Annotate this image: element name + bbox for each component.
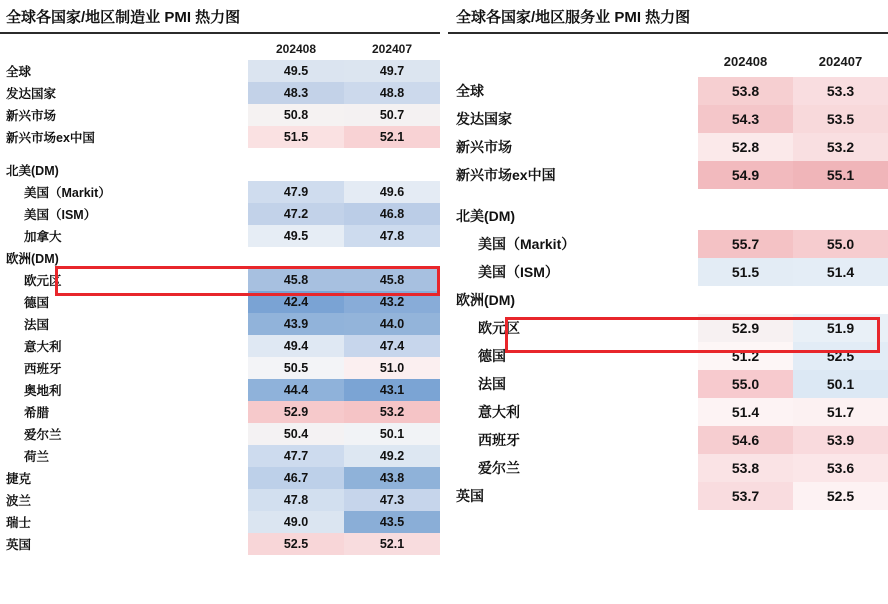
value-cell-202407: 53.6 <box>793 454 888 482</box>
value-cell-202408: 46.7 <box>248 467 344 489</box>
table-row <box>0 225 440 247</box>
value-cell-202407: 53.5 <box>793 105 888 133</box>
table-row <box>448 77 888 105</box>
row-label: 波兰 <box>6 494 32 508</box>
value-cell-202408: 51.5 <box>248 126 344 148</box>
value-cell-202408: 47.7 <box>248 445 344 467</box>
row-label: 欧洲(DM) <box>456 292 516 308</box>
table-row <box>0 401 440 423</box>
table-spacer-row <box>448 189 888 202</box>
value-cell-202407: 48.8 <box>344 82 440 104</box>
row-label: 全球 <box>6 65 32 79</box>
row-label: 北美(DM) <box>456 208 516 224</box>
table-row <box>448 398 888 426</box>
value-cell-202408: 47.8 <box>248 489 344 511</box>
value-cell-202407: 43.2 <box>344 291 440 313</box>
table-row <box>448 314 888 342</box>
value-cell-202407: 52.5 <box>793 342 888 370</box>
row-label: 美国（Markit） <box>24 186 111 200</box>
table-row <box>448 482 888 510</box>
value-cell-202408: 50.8 <box>248 104 344 126</box>
table-row <box>448 370 888 398</box>
value-cell-202407: 50.1 <box>344 423 440 445</box>
row-label: 加拿大 <box>24 230 62 244</box>
value-cell-202407: 50.1 <box>793 370 888 398</box>
table-row <box>448 454 888 482</box>
value-cell-202407: 53.3 <box>793 77 888 105</box>
table-row <box>0 269 440 291</box>
value-cell-202408: 45.8 <box>248 269 344 291</box>
value-cell-202407: 43.8 <box>344 467 440 489</box>
row-label: 意大利 <box>478 404 520 420</box>
page-title-manufacturing: 全球各国家/地区制造业 PMI 热力图 <box>0 0 440 34</box>
value-cell-202407: 50.7 <box>344 104 440 126</box>
value-cell-202408: 51.4 <box>698 398 793 426</box>
value-cell-202408: 49.5 <box>248 60 344 82</box>
value-cell-202407: 47.3 <box>344 489 440 511</box>
column-header-label <box>0 38 248 60</box>
value-cell-202408: 54.9 <box>698 161 793 189</box>
row-label: 新兴市场 <box>6 109 57 123</box>
table-row <box>0 104 440 126</box>
row-label: 西班牙 <box>478 432 520 448</box>
value-cell-202408: 52.9 <box>248 401 344 423</box>
value-cell-202407: 46.8 <box>344 203 440 225</box>
value-cell-202408: 52.9 <box>698 314 793 342</box>
value-cell-202407 <box>793 286 888 314</box>
value-cell-202407 <box>793 202 888 230</box>
value-cell-202408: 49.4 <box>248 335 344 357</box>
row-label: 德国 <box>478 348 506 364</box>
value-cell-202408: 47.9 <box>248 181 344 203</box>
table-row <box>0 467 440 489</box>
value-cell-202408: 53.7 <box>698 482 793 510</box>
value-cell-202408: 50.4 <box>248 423 344 445</box>
value-cell-202407: 52.1 <box>344 126 440 148</box>
row-label: 美国（ISM） <box>24 208 97 222</box>
value-cell-202407: 55.0 <box>793 230 888 258</box>
row-label: 新兴市场ex中国 <box>456 167 556 183</box>
row-label: 荷兰 <box>24 450 50 464</box>
column-header-202408: 202408 <box>275 42 317 56</box>
row-label: 捷克 <box>6 472 32 486</box>
value-cell-202407 <box>344 247 440 269</box>
table-row <box>448 230 888 258</box>
table-row <box>0 181 440 203</box>
page-title-services: 全球各国家/地区服务业 PMI 热力图 <box>448 0 888 34</box>
value-cell-202407: 49.6 <box>344 181 440 203</box>
value-cell-202407: 53.9 <box>793 426 888 454</box>
row-label: 法国 <box>24 318 50 332</box>
table-row <box>0 159 440 181</box>
row-label: 希腊 <box>24 406 50 420</box>
table-row <box>0 82 440 104</box>
value-cell-202407: 51.7 <box>793 398 888 426</box>
manufacturing-pmi-table <box>0 38 440 555</box>
value-cell-202408: 55.0 <box>698 370 793 398</box>
value-cell-202408 <box>248 247 344 269</box>
value-cell-202407: 51.9 <box>793 314 888 342</box>
value-cell-202408: 48.3 <box>248 82 344 104</box>
value-cell-202408: 43.9 <box>248 313 344 335</box>
value-cell-202407: 43.5 <box>344 511 440 533</box>
table-row <box>0 203 440 225</box>
value-cell-202408: 52.8 <box>698 133 793 161</box>
column-header-202407: 202407 <box>371 42 413 56</box>
value-cell-202408: 51.5 <box>698 258 793 286</box>
value-cell-202408: 47.2 <box>248 203 344 225</box>
value-cell-202408: 54.6 <box>698 426 793 454</box>
row-label: 全球 <box>456 83 484 99</box>
row-label: 英国 <box>456 488 484 504</box>
value-cell-202408 <box>698 286 793 314</box>
table-row <box>448 426 888 454</box>
table-row <box>0 335 440 357</box>
table-row <box>0 357 440 379</box>
value-cell-202407: 55.1 <box>793 161 888 189</box>
row-label: 德国 <box>24 296 50 310</box>
value-cell-202407: 49.7 <box>344 60 440 82</box>
value-cell-202407: 52.1 <box>344 533 440 555</box>
value-cell-202407: 53.2 <box>793 133 888 161</box>
row-label: 美国（ISM） <box>478 264 559 280</box>
value-cell-202408: 54.3 <box>698 105 793 133</box>
table-row <box>0 247 440 269</box>
manufacturing-pmi-panel <box>0 0 440 555</box>
table-row <box>448 133 888 161</box>
value-cell-202407: 44.0 <box>344 313 440 335</box>
table-row <box>448 342 888 370</box>
value-cell-202407: 47.4 <box>344 335 440 357</box>
row-label: 新兴市场 <box>456 139 512 155</box>
table-row <box>448 286 888 314</box>
table-row <box>0 489 440 511</box>
value-cell-202408: 49.0 <box>248 511 344 533</box>
value-cell-202408: 42.4 <box>248 291 344 313</box>
table-header-row <box>0 38 440 60</box>
row-label: 欧元区 <box>478 320 520 336</box>
row-label: 美国（Markit） <box>478 236 576 252</box>
spacer-cell <box>448 189 888 202</box>
value-cell-202408: 49.5 <box>248 225 344 247</box>
value-cell-202408: 55.7 <box>698 230 793 258</box>
column-header-label <box>448 44 698 77</box>
value-cell-202407: 47.8 <box>344 225 440 247</box>
column-header-202408: 202408 <box>723 54 768 69</box>
table-row <box>448 202 888 230</box>
table-row <box>0 291 440 313</box>
spacer-cell <box>0 148 440 159</box>
table-row <box>0 423 440 445</box>
value-cell-202408: 53.8 <box>698 454 793 482</box>
value-cell-202407: 51.0 <box>344 357 440 379</box>
value-cell-202407: 53.2 <box>344 401 440 423</box>
row-label: 奥地利 <box>24 384 62 398</box>
row-label: 新兴市场ex中国 <box>6 131 95 145</box>
table-row <box>448 105 888 133</box>
table-header-row <box>448 44 888 77</box>
value-cell-202407 <box>344 159 440 181</box>
column-header-202407: 202407 <box>818 54 863 69</box>
table-row <box>0 511 440 533</box>
table-row <box>0 126 440 148</box>
table-row <box>0 379 440 401</box>
row-label: 爱尔兰 <box>478 460 520 476</box>
table-spacer-row <box>0 148 440 159</box>
value-cell-202407: 49.2 <box>344 445 440 467</box>
table-row <box>0 533 440 555</box>
row-label: 发达国家 <box>456 111 512 127</box>
row-label: 爱尔兰 <box>24 428 62 442</box>
table-row <box>0 313 440 335</box>
row-label: 西班牙 <box>24 362 62 376</box>
services-pmi-panel <box>448 0 888 510</box>
value-cell-202408: 50.5 <box>248 357 344 379</box>
table-row <box>448 258 888 286</box>
row-label: 欧元区 <box>24 274 62 288</box>
services-pmi-table <box>448 44 888 510</box>
value-cell-202407: 52.5 <box>793 482 888 510</box>
row-label: 瑞士 <box>6 516 32 530</box>
value-cell-202408: 52.5 <box>248 533 344 555</box>
row-label: 北美(DM) <box>6 164 59 178</box>
row-label: 意大利 <box>24 340 62 354</box>
value-cell-202408: 51.2 <box>698 342 793 370</box>
table-row <box>0 60 440 82</box>
value-cell-202407: 45.8 <box>344 269 440 291</box>
table-row <box>0 445 440 467</box>
value-cell-202408: 44.4 <box>248 379 344 401</box>
value-cell-202407: 51.4 <box>793 258 888 286</box>
row-label: 法国 <box>478 376 506 392</box>
row-label: 英国 <box>6 538 32 552</box>
value-cell-202408: 53.8 <box>698 77 793 105</box>
value-cell-202408 <box>698 202 793 230</box>
table-row <box>448 161 888 189</box>
value-cell-202408 <box>248 159 344 181</box>
row-label: 欧洲(DM) <box>6 252 59 266</box>
row-label: 发达国家 <box>6 87 57 101</box>
value-cell-202407: 43.1 <box>344 379 440 401</box>
